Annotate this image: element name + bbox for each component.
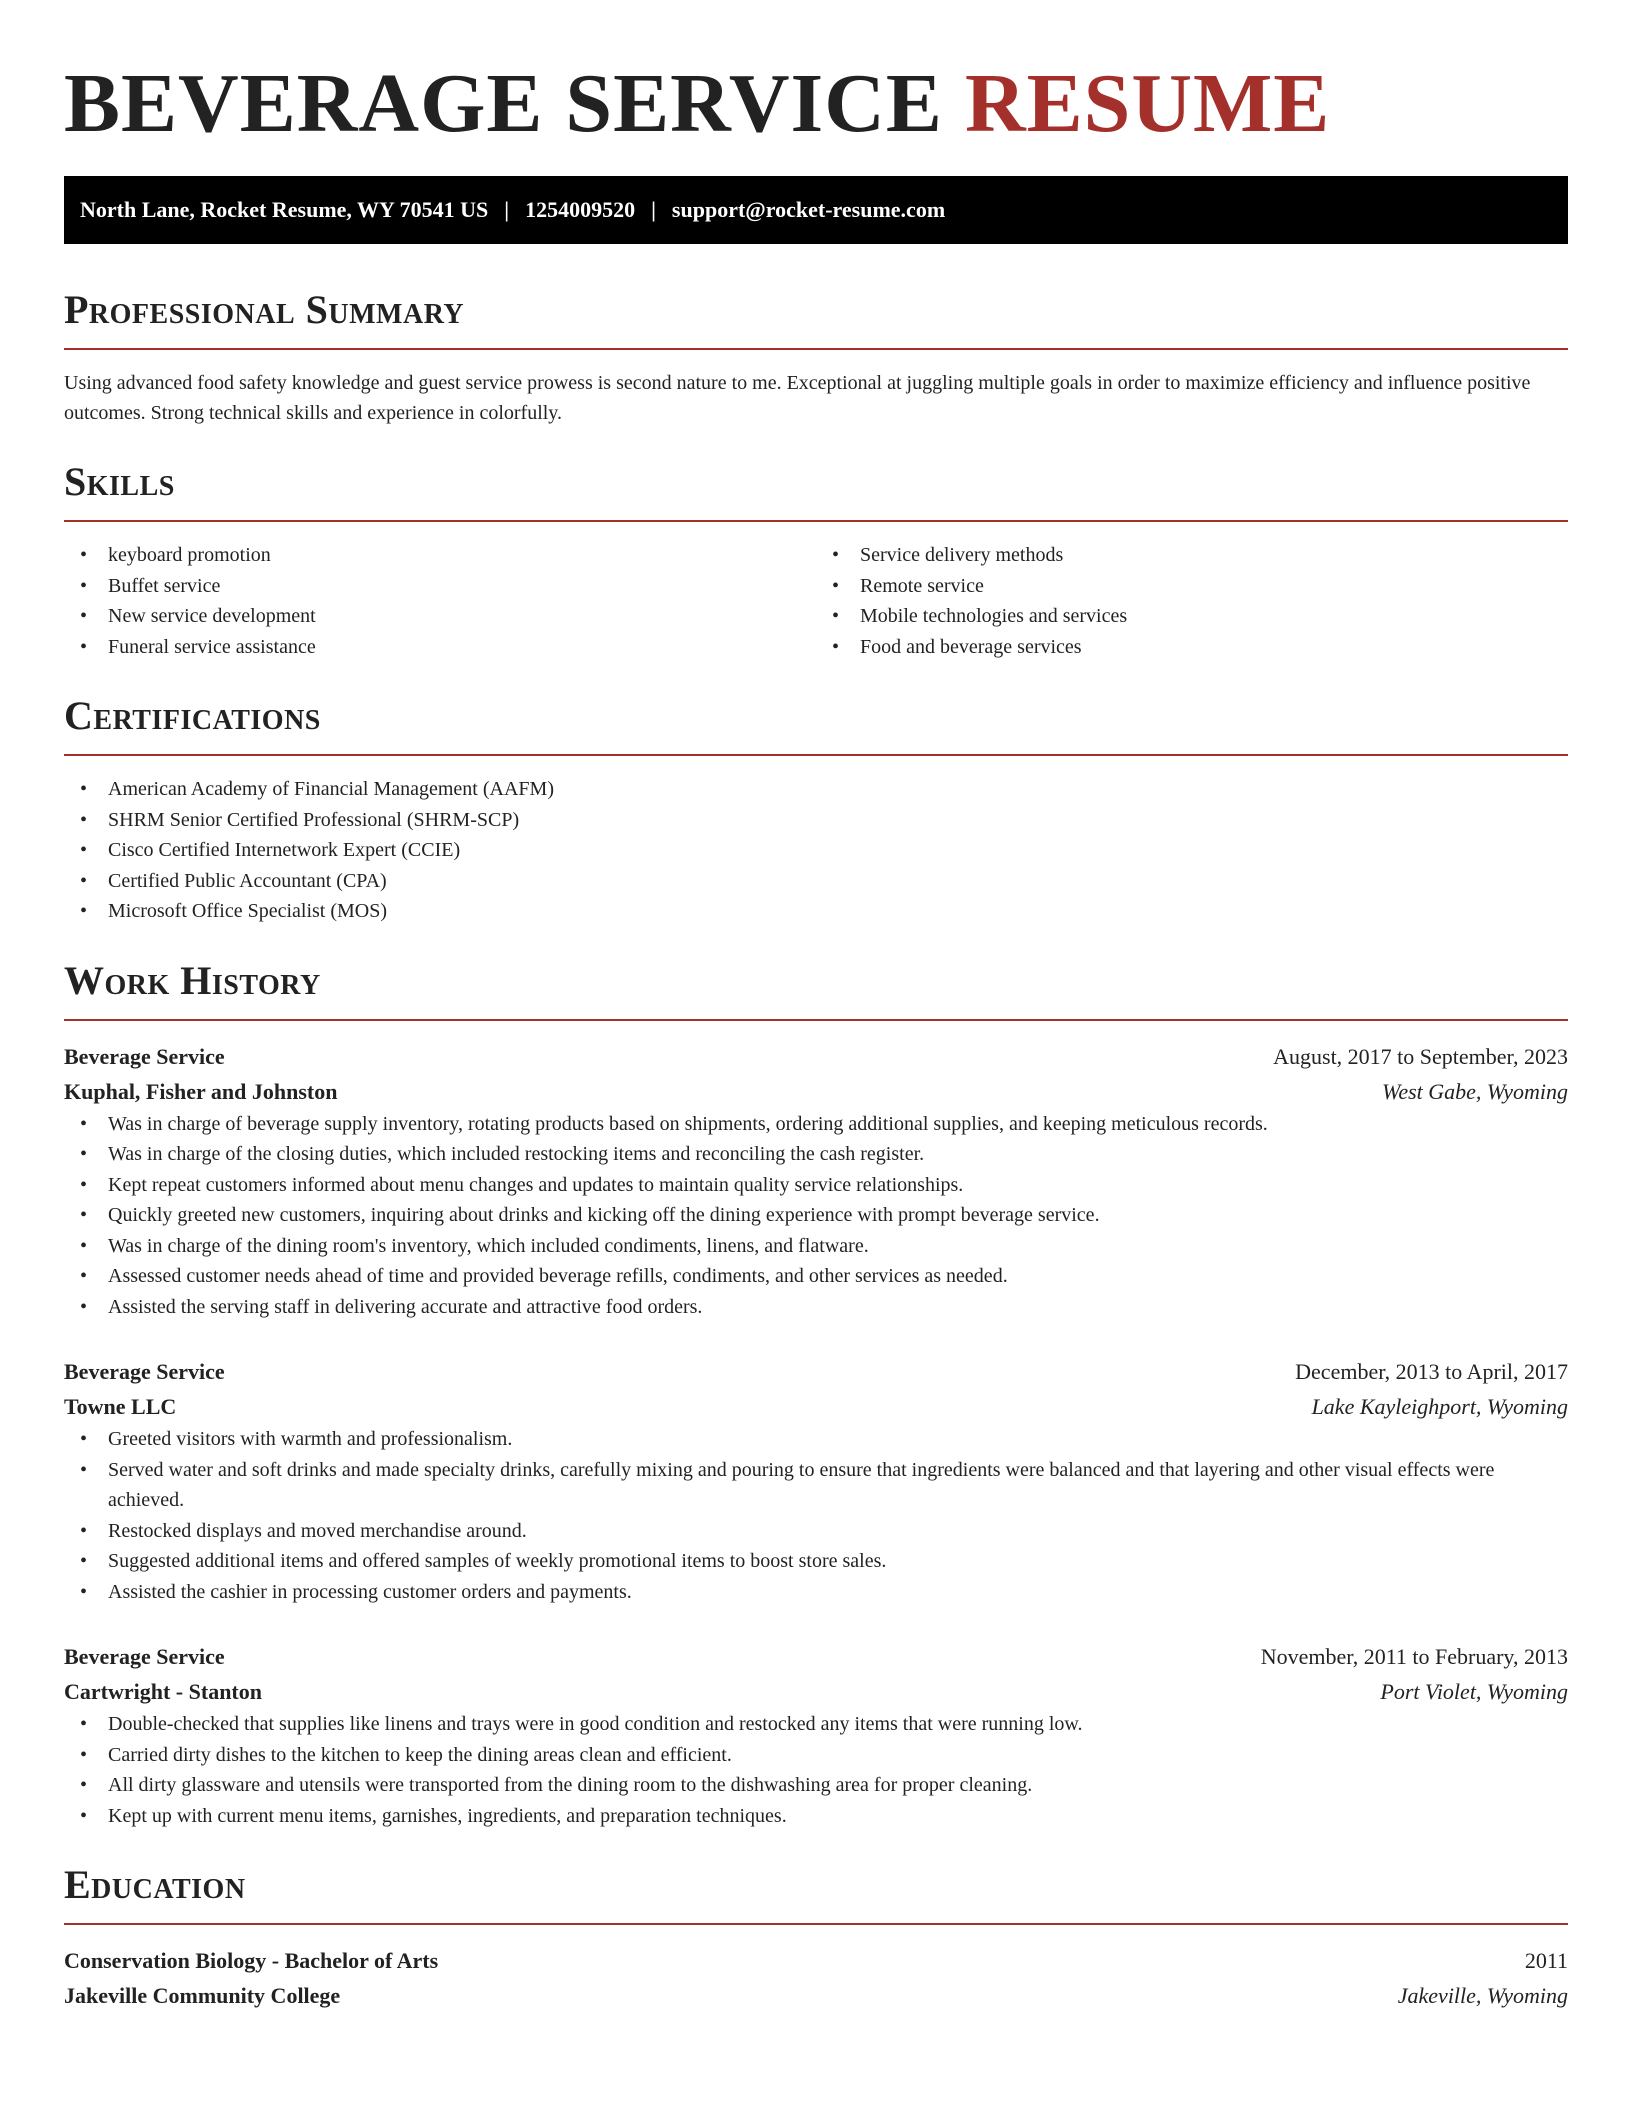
section-heading-certifications: Certifications	[64, 693, 321, 738]
job-duty-item: • Assisted the cashier in processing customer orders and payments.	[64, 1577, 1568, 1608]
section-heading-summary: Professional Summary	[64, 287, 465, 332]
job-entry	[64, 1039, 1568, 1323]
certification-item: • Cisco Certified Internetwork Expert (CCIE)	[64, 835, 1568, 866]
education-degree: Conservation Biology - Bachelor of Arts	[64, 1948, 439, 1973]
job-duties-list	[64, 1709, 1568, 1831]
certification-item: • American Academy of Financial Management (AAFM)	[64, 774, 1568, 805]
job-company: Towne LLC	[64, 1394, 177, 1419]
job-company-row	[64, 1389, 1568, 1424]
skill-item: • Service delivery methods	[816, 540, 1568, 571]
education-degree-row	[64, 1943, 1568, 1978]
contact-phone[interactable]: 1254009520	[525, 197, 636, 222]
skills-list-right	[816, 540, 1568, 662]
job-company-row	[64, 1674, 1568, 1709]
job-duty-item: • Greeted visitors with warmth and professionalism.	[64, 1424, 1568, 1455]
job-duty-item: • Restocked displays and moved merchandise around.	[64, 1516, 1568, 1547]
title-accent: RESUME	[964, 57, 1331, 150]
job-title: Beverage Service	[64, 1043, 225, 1069]
skill-item: • New service development	[64, 601, 816, 632]
skill-item: • keyboard promotion	[64, 540, 816, 571]
job-header-row	[64, 1039, 1568, 1074]
section-divider	[64, 348, 1568, 350]
certification-item: • Certified Public Accountant (CPA)	[64, 866, 1568, 897]
job-dates: November, 2011 to February, 2013	[1260, 1644, 1568, 1669]
work-history-section	[64, 957, 1568, 1832]
job-location: West Gabe, Wyoming	[1382, 1078, 1568, 1104]
job-duties-list	[64, 1424, 1568, 1607]
skill-item: • Buffet service	[64, 571, 816, 602]
job-duty-item: • Double-checked that supplies like linens and trays were in good condition and restocked any items that were running low.	[64, 1709, 1568, 1740]
job-dates: August, 2017 to September, 2023	[1273, 1043, 1568, 1069]
education-section	[64, 1861, 1568, 2013]
certification-item: • Microsoft Office Specialist (MOS)	[64, 896, 1568, 927]
skills-columns	[64, 540, 1568, 662]
contact-separator: |	[504, 197, 510, 222]
job-duty-item: • Served water and soft drinks and made specialty drinks, carefully mixing and pouring to ensure that ingredients were balanced and that layering and other visual effects were achieved.	[64, 1455, 1568, 1516]
section-heading-skills: Skills	[64, 459, 175, 504]
education-location: Jakeville, Wyoming	[1397, 1983, 1568, 2008]
section-divider	[64, 754, 1568, 756]
job-location: Lake Kayleighport, Wyoming	[1311, 1394, 1568, 1419]
certifications-section	[64, 692, 1568, 927]
job-duty-item: • Suggested additional items and offered samples of weekly promotional items to boost store sales.	[64, 1546, 1568, 1577]
job-title: Beverage Service	[64, 1359, 225, 1384]
job-entry	[64, 1639, 1568, 1831]
professional-summary-section	[64, 286, 1568, 428]
certification-item: • SHRM Senior Certified Professional (SHRM-SCP)	[64, 805, 1568, 836]
job-title: Beverage Service	[64, 1644, 225, 1669]
education-school-row	[64, 1978, 1568, 2013]
job-company: Cartwright - Stanton	[64, 1679, 262, 1704]
section-divider	[64, 1019, 1568, 1021]
job-duty-item: • Kept up with current menu items, garnishes, ingredients, and preparation techniques.	[64, 1801, 1568, 1832]
skills-list-left	[64, 540, 816, 662]
section-divider	[64, 1923, 1568, 1925]
job-entry	[64, 1354, 1568, 1607]
job-header-row	[64, 1639, 1568, 1674]
education-year: 2011	[1524, 1948, 1568, 1973]
summary-text: Using advanced food safety knowledge and guest service prowess is second nature to me. Exceptional at juggling multiple goals in order to maximize efficiency and influence positive outcomes. Strong technical skills and experience in colorfully.	[64, 372, 1531, 424]
contact-email[interactable]: support@rocket-resume.com	[671, 197, 946, 222]
job-location: Port Violet, Wyoming	[1380, 1679, 1568, 1704]
job-duty-item: • Assisted the serving staff in delivering accurate and attractive food orders.	[64, 1292, 1568, 1323]
contact-separator: |	[651, 197, 656, 222]
skills-section	[64, 458, 1568, 662]
job-header-row	[64, 1354, 1568, 1389]
contact-bar	[64, 176, 1568, 244]
job-duty-item: • Was in charge of beverage supply inventory, rotating products based on shipments, ordering additional supplies, and keeping meticulous records.	[64, 1109, 1568, 1140]
section-heading-work-history: Work History	[64, 957, 321, 1003]
job-duty-item: • Carried dirty dishes to the kitchen to keep the dining areas clean and efficient.	[64, 1740, 1568, 1771]
job-duties-list	[64, 1109, 1568, 1323]
skill-item: • Food and beverage services	[816, 632, 1568, 663]
section-divider	[64, 520, 1568, 522]
job-duty-item: • Assessed customer needs ahead of time and provided beverage refills, condiments, and other services as needed.	[64, 1261, 1568, 1292]
skill-item: • Funeral service assistance	[64, 632, 816, 663]
job-duty-item: • Was in charge of the closing duties, which included restocking items and reconciling the cash register.	[64, 1139, 1568, 1170]
job-duty-item: • Was in charge of the dining room's inventory, which included condiments, linens, and flatware.	[64, 1231, 1568, 1262]
contact-address: North Lane, Rocket Resume, WY 70541 US	[80, 197, 489, 222]
job-dates: December, 2013 to April, 2017	[1295, 1359, 1568, 1384]
resume-title	[64, 56, 1568, 152]
education-school: Jakeville Community College	[64, 1983, 341, 2008]
skill-item: • Remote service	[816, 571, 1568, 602]
section-heading-education: Education	[64, 1862, 246, 1907]
job-duty-item: • All dirty glassware and utensils were transported from the dining room to the dishwashing area for proper cleaning.	[64, 1770, 1568, 1801]
skill-item: • Mobile technologies and services	[816, 601, 1568, 632]
job-duty-item: • Quickly greeted new customers, inquiring about drinks and kicking off the dining experience with prompt beverage service.	[64, 1200, 1568, 1231]
job-company-row	[64, 1074, 1568, 1109]
certifications-list	[64, 774, 1568, 927]
title-main: BEVERAGE SERVICE	[64, 57, 943, 150]
job-company: Kuphal, Fisher and Johnston	[64, 1078, 338, 1104]
job-duty-item: • Kept repeat customers informed about menu changes and updates to maintain quality service relationships.	[64, 1170, 1568, 1201]
